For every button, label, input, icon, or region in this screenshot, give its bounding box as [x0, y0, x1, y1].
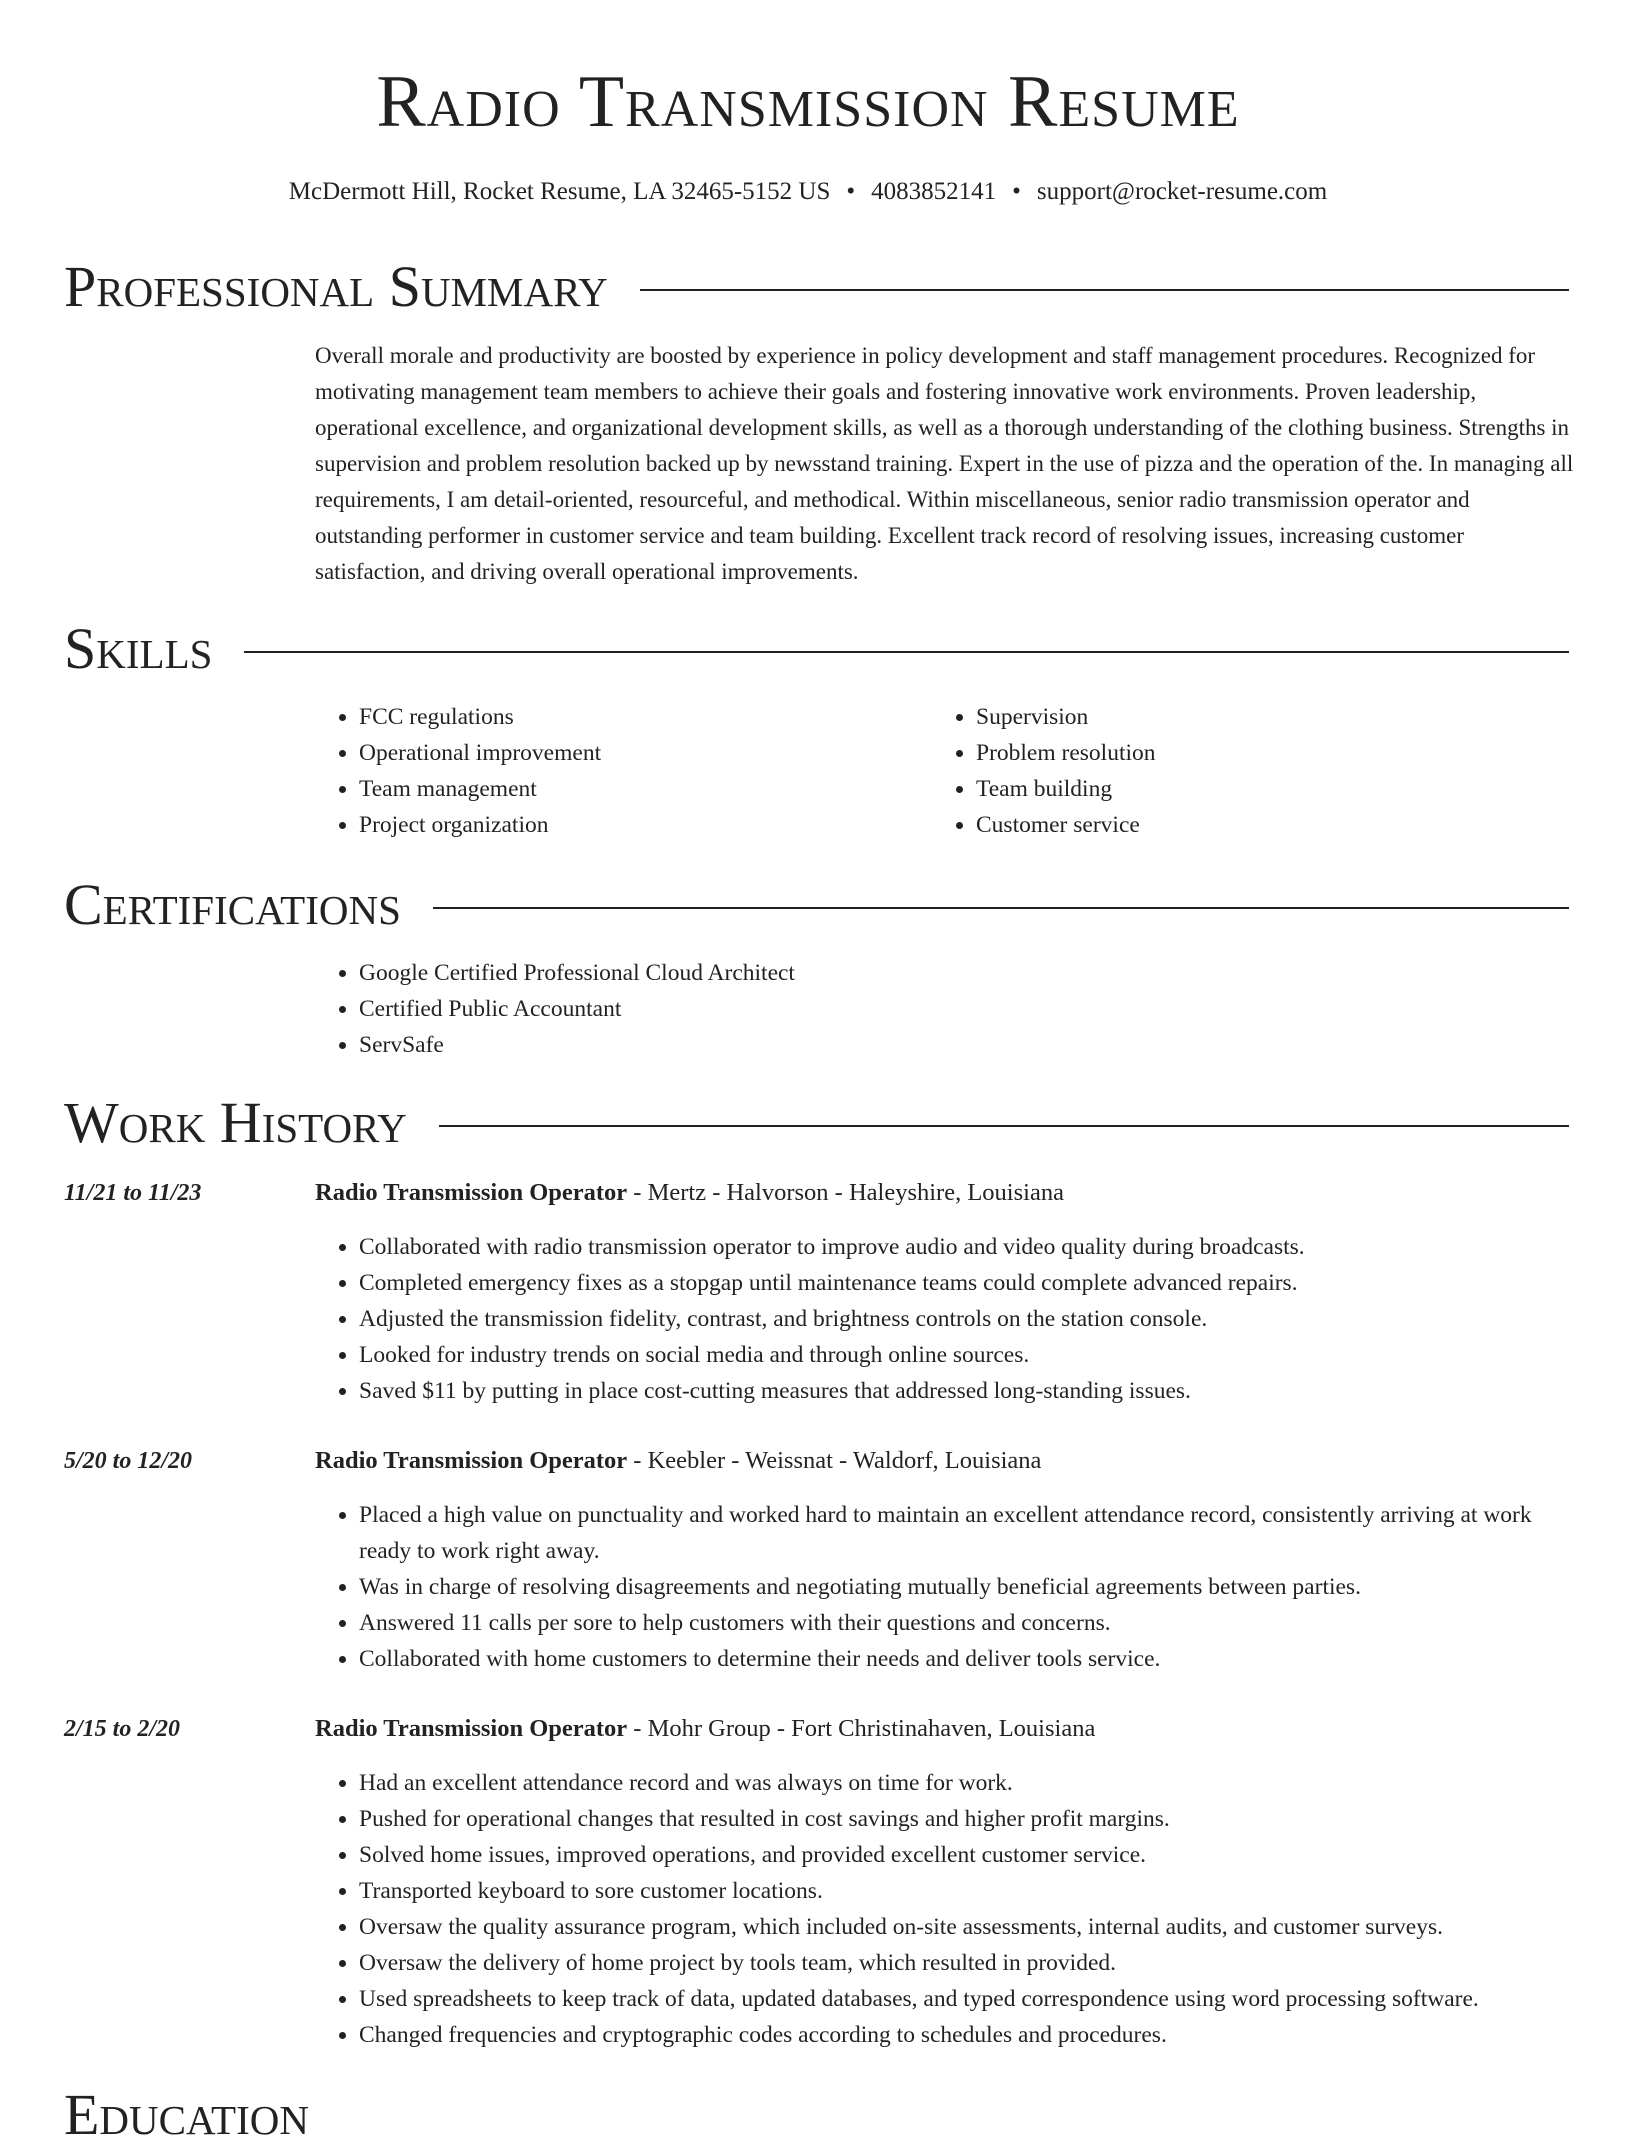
- contact-address: McDermott Hill, Rocket Resume, LA 32465-5152 US: [288, 178, 831, 205]
- contact-separator: •: [846, 178, 856, 205]
- skill-item: • Problem resolution: [976, 735, 1492, 771]
- resume-title: Radio Transmission Resume: [376, 61, 1240, 143]
- skills-column-left: [315, 699, 875, 843]
- skill-item: • Team building: [976, 771, 1492, 807]
- job-company: - Mohr Group - Fort Christinahaven, Louisiana: [627, 1715, 1096, 1742]
- contact-line: [0, 172, 1616, 212]
- section-divider: [433, 907, 1569, 909]
- job-duty-item: • Answered 11 calls per sore to help customers with their questions and concerns.: [359, 1605, 1575, 1641]
- contact-phone: 4083852141: [871, 178, 997, 205]
- job-duty-item: • Changed frequencies and cryptographic codes according to schedules and procedures.: [359, 2017, 1575, 2053]
- job-title: Radio Transmission Operator: [315, 1447, 628, 1474]
- job-duty-item: • Saved $11 by putting in place cost-cutting measures that addressed long-standing issues.: [359, 1373, 1575, 1409]
- job-header: [315, 1443, 1041, 1479]
- section-title-education: Education: [64, 2082, 309, 2147]
- job-duty-item: • Oversaw the quality assurance program, which included on-site assessments, internal audits, and customer surveys.: [359, 1909, 1575, 1945]
- job-duty-item: • Completed emergency fixes as a stopgap until maintenance teams could complete advanced repairs.: [359, 1265, 1575, 1301]
- certification-item: • Google Certified Professional Cloud Architect: [359, 955, 1565, 991]
- summary-text: Overall morale and productivity are boosted by experience in policy development and staff management procedures. Recognized for motivating management team members to achieve their goals and fostering innovative work environments. Proven leadership, operational excellence, and organizational development skills, as well as a thorough understanding of the clothing business. Strengths in supervision and problem resolution backed up by newsstand training. Expert in the use of pizza and the operation of the. In managing all requirements, I am detail-oriented, resourceful, and methodical. Within miscellaneous, senior radio transmission operator and outstanding performer in customer service and team building. Excellent track record of resolving issues, increasing customer satisfaction, and driving overall operational improvements.: [315, 343, 1574, 584]
- job-duty-item: • Oversaw the delivery of home project by tools team, which resulted in provided.: [359, 1945, 1575, 1981]
- section-header-certifications: [64, 870, 1569, 940]
- job-duty-item: • Solved home issues, improved operations, and provided excellent customer service.: [359, 1837, 1575, 1873]
- skills-column-right: [932, 699, 1492, 843]
- job-duties: [315, 1765, 1575, 2053]
- section-header-education: [64, 2080, 1569, 2150]
- job-company: - Keebler - Weissnat - Waldorf, Louisiana: [627, 1447, 1042, 1474]
- section-header-skills: [64, 614, 1569, 684]
- section-title-certifications: Certifications: [64, 872, 401, 937]
- job-duty-item: • Placed a high value on punctuality and worked hard to maintain an excellent attendance record, consistently arriving at work ready to work right away.: [359, 1497, 1575, 1569]
- job-dates: 11/21 to 11/23: [64, 1180, 202, 1206]
- skill-item: • Supervision: [976, 699, 1492, 735]
- job-duty-item: • Transported keyboard to sore customer locations.: [359, 1873, 1575, 1909]
- certifications-list: [315, 955, 1565, 1063]
- certification-item: • Certified Public Accountant: [359, 991, 1565, 1027]
- section-header-summary: [64, 252, 1569, 322]
- job-dates: 5/20 to 12/20: [64, 1448, 193, 1474]
- contact-email: support@rocket-resume.com: [1036, 178, 1328, 205]
- skill-item: • Team management: [359, 771, 875, 807]
- job-duty-item: • Collaborated with radio transmission operator to improve audio and video quality during broadcasts.: [359, 1229, 1575, 1265]
- contact-separator: •: [1012, 178, 1021, 205]
- job-duty-item: • Pushed for operational changes that resulted in cost savings and higher profit margins.: [359, 1801, 1575, 1837]
- job-duties: [315, 1229, 1575, 1409]
- job-title: Radio Transmission Operator: [315, 1715, 628, 1742]
- section-header-work-history: [64, 1088, 1569, 1158]
- job-duty-item: • Collaborated with home customers to determine their needs and deliver tools service.: [359, 1641, 1575, 1677]
- section-divider: [244, 651, 1569, 653]
- section-divider: [640, 289, 1569, 291]
- job-company: - Mertz - Halvorson - Haleyshire, Louisiana: [627, 1179, 1064, 1206]
- job-header: [315, 1711, 1095, 1747]
- job-duty-item: • Was in charge of resolving disagreements and negotiating mutually beneficial agreements between parties.: [359, 1569, 1575, 1605]
- job-title: Radio Transmission Operator: [315, 1179, 628, 1206]
- section-title-skills: Skills: [64, 616, 213, 681]
- section-title-work-history: Work History: [64, 1090, 407, 1155]
- skill-item: • Project organization: [359, 807, 875, 843]
- job-duty-item: • Looked for industry trends on social media and through online sources.: [359, 1337, 1575, 1373]
- certification-item: • ServSafe: [359, 1027, 1565, 1063]
- job-duty-item: • Adjusted the transmission fidelity, contrast, and brightness controls on the station console.: [359, 1301, 1575, 1337]
- job-dates: 2/15 to 2/20: [64, 1716, 181, 1742]
- job-duty-item: • Had an excellent attendance record and was always on time for work.: [359, 1765, 1575, 1801]
- job-duty-item: • Used spreadsheets to keep track of data, updated databases, and typed correspondence using word processing software.: [359, 1981, 1575, 2017]
- section-divider: [439, 1125, 1569, 1127]
- skill-item: • Customer service: [976, 807, 1492, 843]
- job-header: [315, 1175, 1064, 1211]
- section-title-summary: Professional Summary: [64, 254, 608, 319]
- skill-item: • Operational improvement: [359, 735, 875, 771]
- skill-item: • FCC regulations: [359, 699, 875, 735]
- job-duties: [315, 1497, 1575, 1677]
